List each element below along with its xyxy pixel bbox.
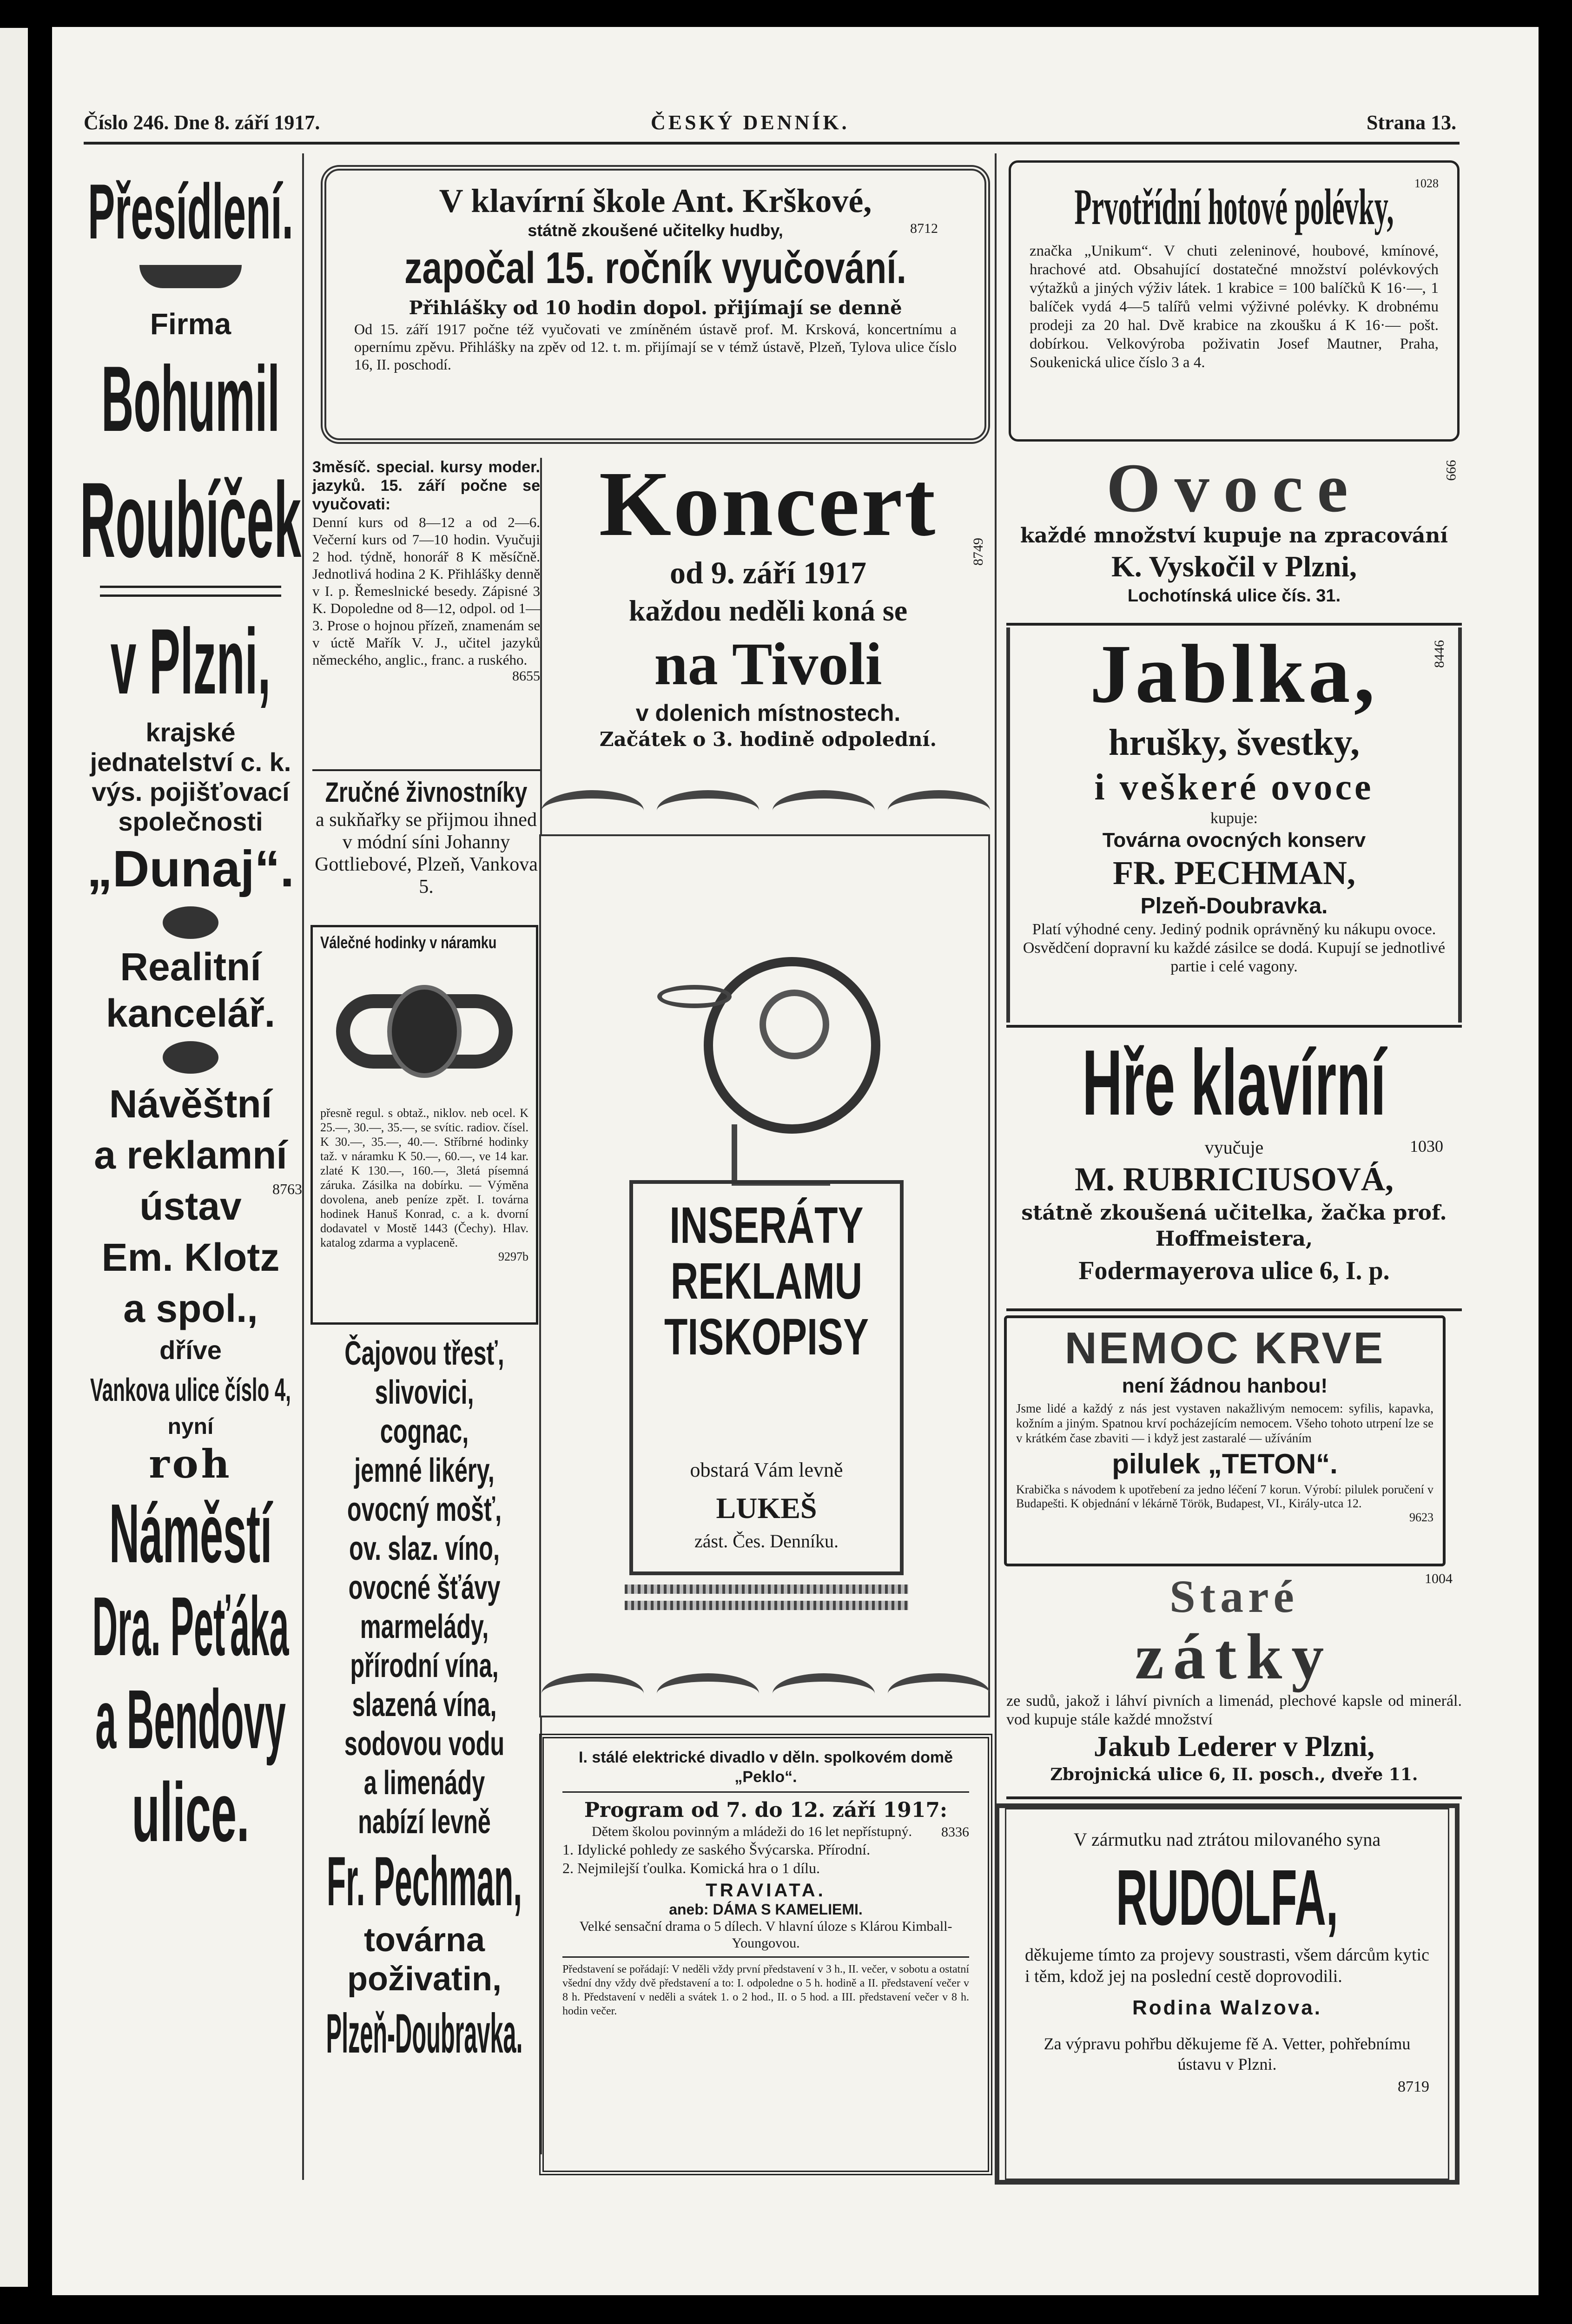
ad-divider	[1006, 623, 1462, 626]
cajovou-city: Plzeň-Doubravka.	[326, 2002, 523, 2065]
decorative-hatch	[625, 1601, 908, 1610]
ad-lukes-inseraty	[539, 834, 990, 1717]
polevky-body: značka „Unikum“. V chuti zeleninové, houbové, kmínové, hrachové atd. Obsahující dostatečné množství polévkových výtažků a jiných výživ látek. 1 krabice = 100 balíčků K 16·—, 1 balíček vydá 4—5 talířů velmi výživné polévky. K drobnému prodeji za 20 hal. Dvě krabice na zkoušku á K 16·— pošt. dobírkou. Velkovýroba poživatin Josef Mautner, Praha, Soukenická ulice číslo 3 a 4.	[1030, 243, 1439, 371]
jablka-line-2: i veškeré ovoce	[1094, 767, 1374, 808]
ornament-icon	[163, 1041, 218, 1074]
kursy-number: 8655	[512, 668, 540, 684]
agency-line-2: jednatelství c. k.	[90, 747, 291, 777]
divadlo-head: I. stálé elektrické divadlo v děln. spolkovém domě „Peklo“.	[579, 1749, 953, 1786]
header-rule	[84, 142, 1460, 145]
divadlo-desc: Velké sensační drama o 5 dílech. V hlavní úloze s Klárou Kimball-Youngovou.	[579, 1919, 952, 1951]
ad-koncert	[544, 453, 992, 781]
ovoce-title: Ovoce	[1106, 449, 1362, 527]
inseraty-zast: zást. Čes. Denníku.	[694, 1531, 839, 1552]
name-rule	[100, 586, 281, 597]
cajovou-tovarna: továrna	[363, 1921, 485, 1959]
ad-hodinky	[310, 925, 538, 1325]
klavir-line1: Přihlášky od 10 hodin dopol. přijímají se denně	[409, 297, 902, 319]
agency-line-4: společnosti	[118, 807, 263, 836]
divadlo-item-2: 2. Nejmilejší ťoulka. Komická hra o 1 dílu.	[562, 1860, 820, 1876]
koncert-line2: každou neděli koná se	[628, 594, 908, 627]
ad-smutecni-rudolfa	[995, 1803, 1460, 2185]
cajovou-line-7: ovocné šťávy	[348, 1569, 501, 1606]
rudolfa-sign: Rodina Walzova.	[1132, 1996, 1322, 2019]
stare-name: Jakub Lederer v Plzni,	[1094, 1731, 1374, 1763]
divadlo-aneb: aneb: DÁMA S KAMELIEMI.	[669, 1901, 863, 1918]
ad-divider	[1006, 1308, 1462, 1311]
ad-klavirni-skola	[321, 165, 990, 444]
realitni-2: kancelář.	[106, 991, 276, 1035]
stare-line-1: Staré	[1169, 1571, 1299, 1622]
ad-kursy-jazyku	[312, 458, 540, 765]
nemoc-body: Jsme lidé a každý z nás jest vystaven nakažlivým nemocem: syfilis, kapavka, kožním a jiným. Spatnou krví pocházejícím nemocem. Všeho tohoto utrpení lze se v krátkém čase zbaviti — i když jest zastaralé — užíváním	[1016, 1401, 1433, 1445]
hodinky-head: Válečné hodinky v náramku	[320, 933, 497, 952]
jablka-line-1: hrušky, švestky,	[1108, 722, 1360, 763]
paper-name: ČESKÝ DENNÍK.	[651, 111, 850, 134]
owner-first-name: Bohumil	[101, 347, 280, 451]
navestni-2: a reklamní	[94, 1133, 287, 1177]
namesti-1: Náměstí	[109, 1487, 272, 1580]
ovoce-line-1: každé množství kupuje na zpracování	[1020, 524, 1448, 548]
drive-label: dříve	[159, 1335, 222, 1365]
presidleni-title: Přesídlení.	[88, 168, 293, 255]
namesti-3: a Bendovy	[95, 1673, 286, 1766]
hre-number: 1030	[1410, 1137, 1443, 1155]
inseraty-line-1: INSERÁTY	[669, 1197, 864, 1254]
cajovou-firm: Fr. Pechman,	[326, 1842, 522, 1920]
ad-ovoce-vyskocil	[1006, 449, 1462, 621]
jablka-name: FR. PECHMAN,	[1113, 854, 1355, 891]
page-header	[84, 111, 1460, 143]
ad-divider	[1006, 1025, 1462, 1028]
navestni-1: Návěštní	[109, 1082, 272, 1126]
agency-line-1: krajské	[145, 718, 236, 747]
cajovou-line-3: cognac,	[380, 1413, 469, 1450]
ad-presidleni	[81, 163, 300, 2175]
cajovou-line-4: jemné likéry,	[354, 1452, 495, 1489]
agency-line-3: výs. pojišťovací	[92, 777, 290, 806]
klavir-title: V klavírní škole Ant. Krškové,	[439, 182, 872, 219]
stare-line-2: zátky	[1135, 1621, 1334, 1693]
inseraty-obstara: obstará Vám levně	[690, 1459, 843, 1481]
inseraty-name: LUKEŠ	[716, 1492, 817, 1525]
rudolfa-line-1: V zármutku nad ztrátou milovaného syna	[1073, 1829, 1381, 1850]
namesti-4: ulice.	[132, 1766, 250, 1859]
ovoce-line-3: Lochotínská ulice čís. 31.	[1127, 586, 1341, 606]
cajovou-line-9: přírodní vína,	[350, 1647, 499, 1684]
nemoc-subtitle: není žádnou hanbou!	[1122, 1374, 1328, 1397]
cajovou-pozivatin: poživatin,	[347, 1961, 502, 1998]
koncert-place: na Tivoli	[654, 631, 882, 698]
ad-jablka-pechman	[1006, 627, 1462, 1023]
cajovou-line-5: ovocný mošť,	[347, 1491, 502, 1528]
ovoce-number: 666	[1443, 460, 1459, 481]
divadlo-item-1: 1. Idylické pohledy ze saského Švýcarska. Přírodní.	[562, 1841, 871, 1858]
adjacent-page-strip	[0, 28, 28, 2287]
divadlo-number: 8336	[941, 1824, 969, 1840]
nyni-label: nyní	[167, 1414, 214, 1439]
rudolfa-body: děkujeme tímto za projevy soustrasti, všem dárcům kytic i těm, kdož jej na poslední cestě doprovodili.	[1025, 1945, 1429, 1986]
klavir-number: 8712	[910, 221, 938, 236]
ad-polevky	[1009, 160, 1460, 442]
divadlo-program: Program od 7. do 12. září 1917:	[584, 1798, 948, 1822]
koncert-title: Koncert	[599, 453, 938, 555]
cajovou-line-2: slivovici,	[375, 1374, 474, 1411]
ad-hre-klavirni	[1006, 1030, 1462, 1308]
koncert-line5: Začátek o 3. hodině odpolední.	[599, 728, 937, 751]
koncert-line4: v dolenich místnostech.	[635, 700, 901, 726]
inseraty-line-3: TISKOPISY	[664, 1308, 869, 1366]
stare-number: 1004	[1425, 1571, 1453, 1586]
jablka-body: Platí výhodné ceny. Jediný podnik oprávněný ku nákupu ovoce. Osvědčení dopravní ku každé zásilce se dodá. Kupují se jednotlivé partie i celé vagony.	[1023, 921, 1446, 975]
hre-address: Fodermayerova ulice 6, I. p.	[1078, 1256, 1390, 1285]
realitni-1: Realitní	[120, 945, 261, 989]
issue-date: Číslo 246. Dne 8. září 1917.	[84, 111, 320, 134]
hodinky-number: 9297b	[498, 1250, 528, 1263]
cajovou-line-10: slazená vína,	[352, 1686, 497, 1723]
roh-label: roh	[149, 1441, 232, 1487]
ovoce-line-2: K. Vyskočil v Plzni,	[1111, 550, 1357, 583]
ad-nemoc-krve	[1004, 1315, 1446, 1566]
kursy-body: Denní kurs od 8—12 a od 2—6. Večerní kurs od 7—10 hodin. Vyučuji 2 hod. týdně, honorář 8 K měsíčně. Jednotlivá hodina 2 K. Přihlášky denně v I. p. Řemeslnické besedy. Zápisné 3 K. Dopoledne od 8—12, odpol. od 1—3. Prose o hojnou přízeň, znamenám se v úctě Mařík V. J., učitel jazyků německého, anglic., franc. a ruského.	[312, 514, 540, 668]
dunaj-label: „Dunaj“.	[86, 840, 295, 898]
decorative-arches	[542, 790, 990, 832]
navestni-3: ústav	[139, 1184, 242, 1228]
mercury-head-icon	[648, 929, 880, 1189]
stare-address: Zbrojnická ulice 6, II. posch., dveře 11.	[1050, 1765, 1418, 1784]
owner-last-name: Roubíček	[79, 460, 302, 580]
navestni-number: 8763	[272, 1181, 302, 1197]
nemoc-pills: pilulek „TETON“.	[1112, 1448, 1338, 1479]
ad-divider	[312, 769, 540, 771]
cajovou-line-6: ov. slaz. víno,	[349, 1530, 500, 1567]
wristwatch-icon	[336, 966, 513, 1096]
hre-vyucuje: vyučuje	[1204, 1137, 1264, 1158]
jablka-kupuje: kupuje:	[1210, 810, 1258, 827]
inseraty-line-2: REKLAMU	[670, 1253, 863, 1310]
hre-line-1: státně zkoušená učitelka, žačka prof. Hoffmeistera,	[1021, 1201, 1447, 1251]
city-label: v Plzni,	[110, 610, 271, 713]
ad-pechman-likery	[310, 1334, 538, 2171]
firma-label: Firma	[150, 307, 231, 341]
nemoc-number: 9623	[1409, 1511, 1433, 1524]
cajovou-line-11: sodovou vodu	[344, 1725, 505, 1763]
jablka-tovarna: Továrna ovocných konserv	[1102, 829, 1366, 852]
klavir-headline: započal 15. ročník vyučování.	[404, 243, 906, 293]
jablka-number: 8446	[1432, 640, 1447, 668]
zivnost-body: a sukňařky se přijmou ihned v módní síni Johanny Gottliebové, Plzeň, Vankova 5.	[315, 809, 538, 898]
klavir-body: Od 15. září 1917 počne též vyučovati ve zmíněném ústavě prof. M. Krsková, koncertnímu a opernímu zpěvu. Přihlášky na zpěv od 12. t. m. přijímají se v témž ústavě, Plzeň, Tylova ulice číslo 16, II. poschodí.	[354, 321, 957, 373]
old-address: Vankova ulice číslo 4,	[90, 1372, 291, 1408]
klotz-1: Em. Klotz	[101, 1235, 280, 1279]
divadlo-foot: Představení se pořádají: V neděli vždy první představení v 3 h., II. večer, v sobotu a ostatní všední dny vždy dvě představení a to: I. odpoledne o 5 h. hodině a II. představení večer v 8 h. Představení v neděli a svátek 1. o 2 hod., II. o 5 hod. a III. představení večer v 8 h. hodin večer.	[562, 1963, 969, 2017]
klavir-subtitle: státně zkoušené učitelky hudby,	[528, 221, 783, 240]
ad-divider	[1006, 1796, 1462, 1799]
koncert-date: od 9. září 1917	[669, 555, 867, 590]
cajovou-line-1: Čajovou třesť,	[344, 1335, 504, 1372]
decorative-hatch	[625, 1585, 908, 1594]
koncert-number: 8749	[971, 538, 986, 566]
stare-body: ze sudů, jakož i láhví pivních a limenád, plechové kapsle od minerál. vod kupuje stále každé množství	[1006, 1692, 1462, 1728]
ad-zivnostniky	[312, 776, 540, 916]
zivnost-head: Zručné živnostníky	[325, 777, 528, 808]
jablka-title: Jablka,	[1090, 627, 1379, 720]
nemoc-title: NEMOC KRVE	[1064, 1323, 1385, 1373]
kursy-head: 3měsíč. special. kursy moder. jazyků. 15. září počne se vyučovati:	[312, 458, 540, 513]
polevky-title: Prvotřídní hotové polévky,	[1074, 178, 1394, 235]
cajovou-line-8: marmelády,	[360, 1608, 489, 1645]
rudolfa-foot: Za výpravu pohřbu děkujeme fě A. Vetter, pohřebnímu ústavu v Plzni.	[1044, 2034, 1411, 2073]
divadlo-traviata: TRAVIATA.	[706, 1880, 826, 1901]
polevky-number: 1028	[1414, 177, 1439, 190]
inseraty-frame	[629, 1180, 904, 1575]
ad-divadlo-peklo	[539, 1734, 992, 2175]
jablka-city: Plzeň-Doubravka.	[1140, 894, 1328, 918]
ornament-icon	[163, 906, 218, 939]
cajovou-line-12: a limenády	[363, 1764, 485, 1802]
hodinky-body: přesně regul. s obtaž., niklov. neb ocel. K 25.—, 30.—, 35.—, se svític. radiov. čísel. K 30.—, 35.—, 40.—. Stříbrné hodinky taž. v náramku K 50.—, 60.—, ve 14 kar. zlaté K 130.—, 160.—, 3letá písemná záruka. Zásilka na dobírku. — Výměna dovolena, aneb peníze zpět. I. továrna hodinek Hanuš Konrad, c. a k. dvorní dodavatel v Mostě 1443 (Čechy). Hlav. katalog zdarma a vyplaceně.	[320, 1106, 528, 1249]
namesti-2: Dra. Peťáka	[92, 1580, 289, 1673]
hre-name: M. RUBRICIUSOVÁ,	[1074, 1161, 1394, 1198]
divadlo-note: Dětem školou povinným a mládeži do 16 let nepřístupný.	[591, 1824, 912, 1839]
hre-title: Hře klavírní	[1082, 1031, 1386, 1135]
ad-stare-zatky	[1006, 1571, 1462, 1789]
klotz-2: a spol.,	[123, 1287, 258, 1330]
page-number: Strana 13.	[1367, 111, 1457, 134]
rudolfa-name: RUDOLFA,	[1116, 1854, 1338, 1942]
decorative-arches	[542, 1673, 990, 1715]
ornament-icon	[139, 265, 242, 288]
cajovou-line-13: nabízí levně	[358, 1803, 491, 1841]
nemoc-small: Krabička s návodem k upotřebení za jedno léčení 7 korun. Výrobí: pilulek poručení v Budapešti. K objednání v lékárně Török, Budapest, VI., Király-utca 12.	[1016, 1483, 1433, 1510]
rudolfa-number: 8719	[1398, 2078, 1429, 2095]
